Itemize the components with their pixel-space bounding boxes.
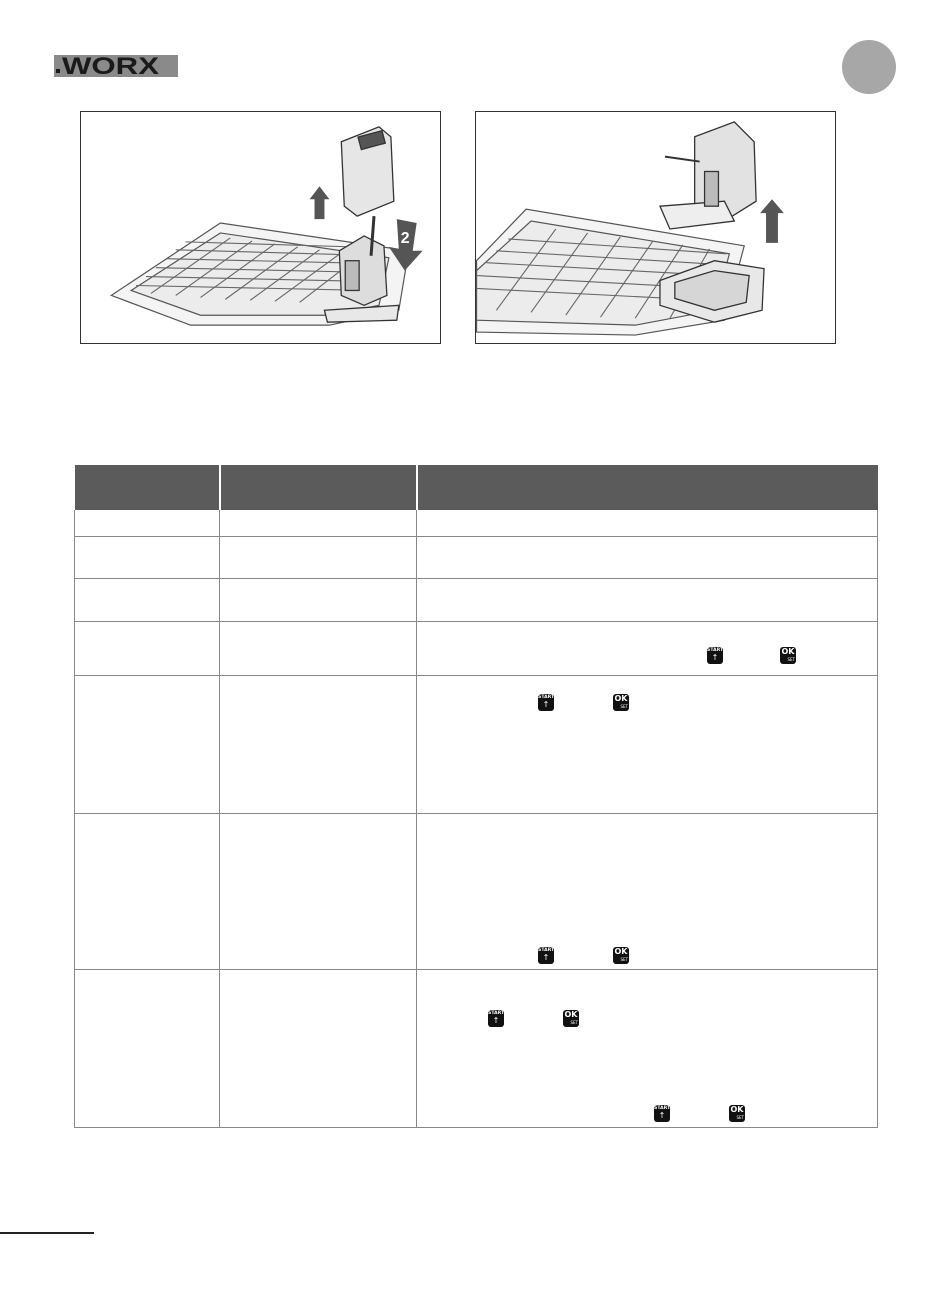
start-button-icon: START ↑ [654,1105,670,1120]
figure-remove-cover [80,111,441,344]
table-row [75,578,878,621]
start-button-icon: START ↑ [538,694,554,709]
table-row [75,536,878,578]
arrow-up-icon [760,199,784,243]
ok-button-icon: OK SET [730,1104,744,1120]
step-number: 2 [400,229,410,247]
ok-button-icon: OK SET [614,693,628,709]
ok-button-icon: OK SET [564,1009,578,1025]
table-row [75,675,878,813]
table-row [75,969,878,1127]
ok-button-icon: OK SET [781,646,795,662]
header-cell-1 [75,465,220,510]
table-row [75,621,878,675]
header-cell-2 [220,465,417,510]
charging-unit [660,122,756,229]
table-row [75,510,878,536]
start-button-icon: START ↑ [488,1010,504,1025]
figure-lift-unit [475,111,836,344]
ok-button-icon: OK SET [614,946,628,962]
troubleshooting-table [74,465,878,1128]
cover-part [341,127,394,216]
language-marker [842,40,896,94]
header-cell-3 [417,465,878,510]
logo-text: WORX [62,55,159,77]
worx-logo [54,55,178,77]
footer-rule [0,1232,94,1234]
arrow-up-icon [310,186,330,219]
start-button-icon: START ↑ [707,647,723,662]
table-row [75,813,878,969]
start-button-icon: START ↑ [538,947,554,962]
table-header-row [75,465,878,510]
